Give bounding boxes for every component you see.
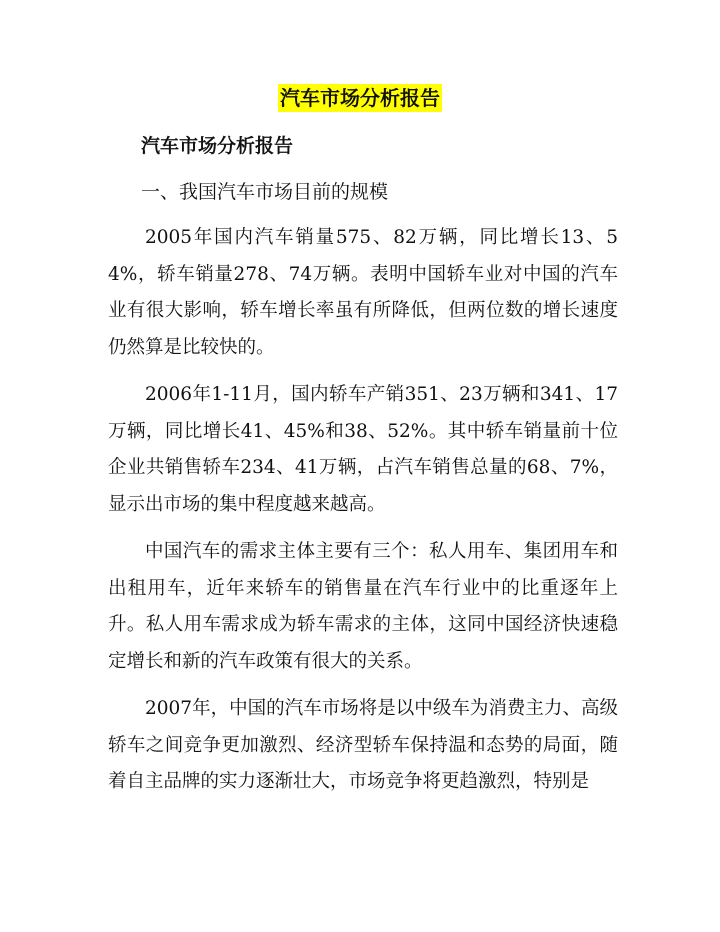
title-container — [0, 84, 720, 112]
document-body — [108, 128, 618, 812]
paragraph-4: 2007年，中国的汽车市场将是以中级车为消费主力、高级轿车之间竞争更加激烈、经济型轿车保持温和态势的局面，随着自主品牌的实力逐渐壮大，市场竞争将更趋激烈，特别是 — [108, 698, 618, 792]
document-title: 汽车市场分析报告 — [280, 86, 440, 110]
subtitle-heading: 汽车市场分析报告 — [141, 135, 294, 157]
paragraph-3: 中国汽车的需求主体主要有三个：私人用车、集团用车和出租用车，近年来轿车的销售量在汽车行业中的比重逐年上升。私人用车需求成为轿车需求的主体，这同中国经济快速稳定增长和新的汽车政策有很大的关系。 — [108, 541, 618, 672]
paragraph-2: 2006年1-11月，国内轿车产销351、23万辆和341、17万辆，同比增长41、45%和38、52%。其中轿车销量前十位企业共销售轿车234、41万辆，占汽车销售总量的68、7%，显示出市场的集中程度越来越高。 — [108, 384, 618, 515]
section-heading: 一、我国汽车市场目前的规模 — [141, 181, 389, 203]
paragraph-1: 2005年国内汽车销量575、82万辆，同比增长13、54%，轿车销量278、74万辆。表明中国轿车业对中国的汽车业有很大影响，轿车增长率虽有所降低，但两位数的增长速度仍然算是比较快的。 — [108, 227, 618, 358]
